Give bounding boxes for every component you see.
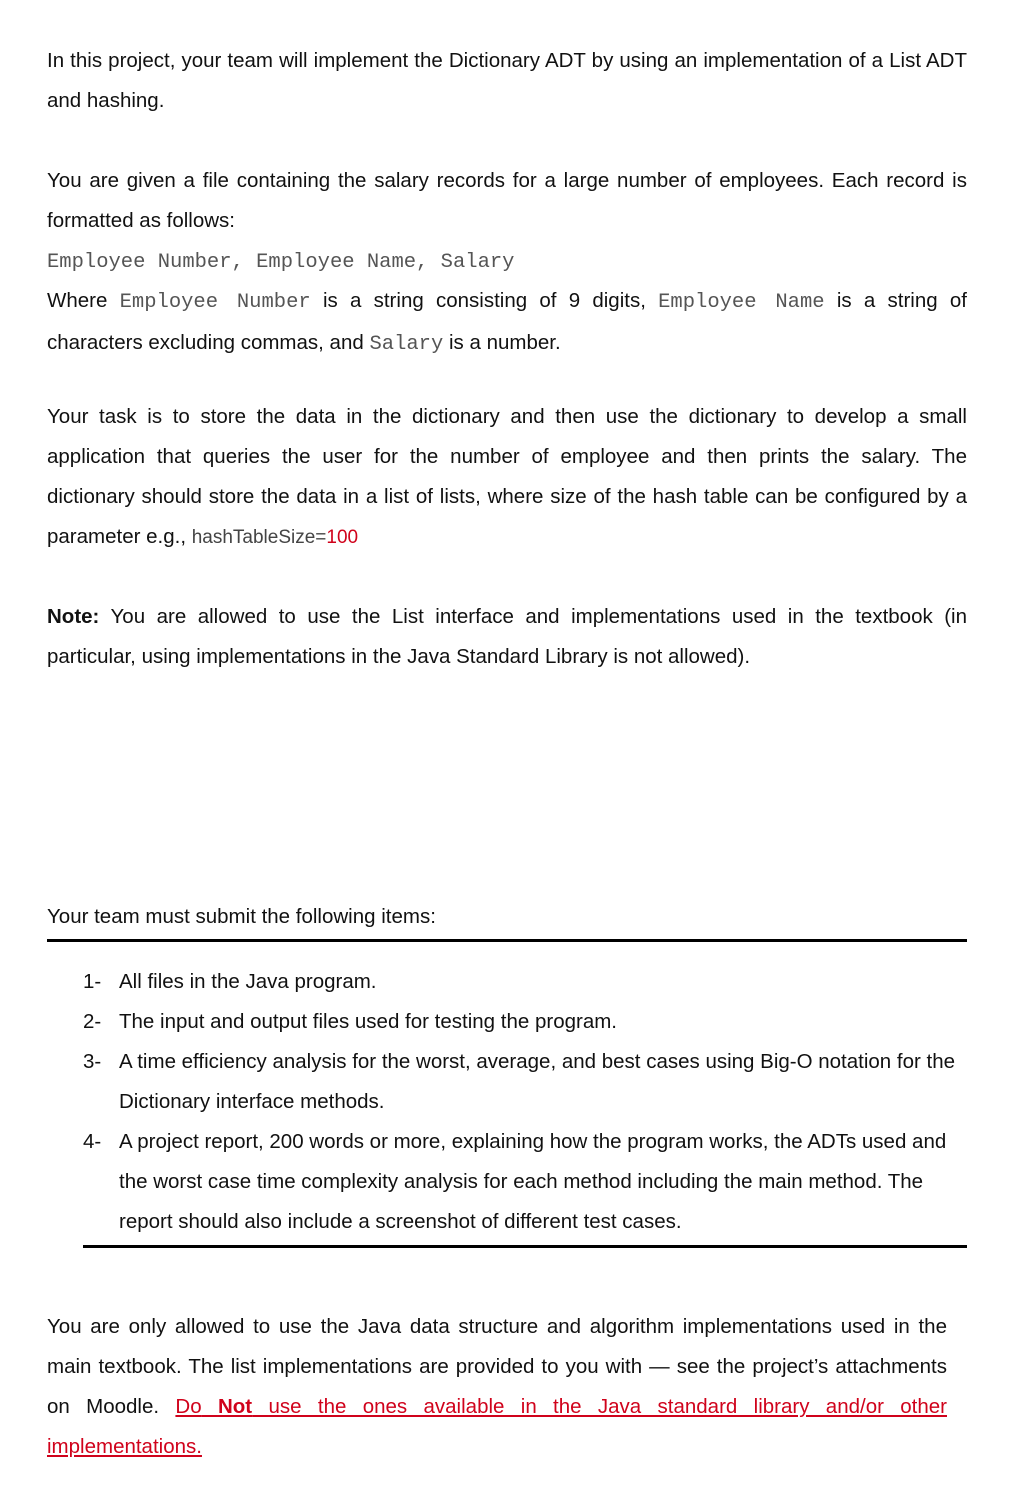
list-item-number: 1- (83, 970, 102, 993)
list-item (83, 1042, 967, 1122)
list-item-text: A project report, 200 words or more, explaining how the program works, the ADTs used and the worst case time complexity analysis for each method including the main method. The report should also include a screenshot of different test cases. (119, 1130, 947, 1233)
warning-rest: use the ones available in the Java standard library and/or other implementations. (47, 1395, 947, 1458)
where-label: Where (47, 289, 108, 312)
field-employee-number: Employee Number (119, 291, 311, 314)
name-description: is a string of characters excluding commas, and (47, 289, 967, 354)
top-divider (47, 939, 967, 942)
list-item-text: All files in the Java program. (119, 970, 377, 993)
hash-table-size-value: 100 (326, 527, 359, 548)
warning-not: Not (217, 1395, 253, 1418)
submission-list (83, 962, 967, 1242)
closing-text: You are only allowed to use the Java data structure and algorithm implementations used in the main textbook. The list implementations are provided to you with — see the project’s attachments on Moodle. (47, 1315, 947, 1418)
note-text: You are allowed to use the List interface and implementations used in the textbook (in particular, using implementations in the Java Standard Library is not allowed). (47, 605, 967, 668)
task-paragraph (47, 397, 967, 558)
list-item-number: 4- (83, 1130, 102, 1153)
list-item (83, 1122, 967, 1242)
file-format-lead: You are given a file containing the salary records for a large number of employees. Each record is formatted as follows: (47, 169, 967, 232)
field-employee-name: Employee Name (658, 291, 825, 314)
hash-table-size-param: hashTableSize= (191, 527, 327, 548)
intro-paragraph: In this project, your team will implement the Dictionary ADT by using an implementation of a List ADT and hashing. (47, 49, 967, 112)
note-label: Note: (47, 605, 100, 628)
task-text: Your task is to store the data in the dictionary and then use the dictionary to develop a small application that queries the user for the number of employee and then prints the salary. The dictionary should store the data in a list of lists, where size of the hash table can be configured by a parameter e.g., (47, 405, 967, 548)
submit-heading: Your team must submit the following items: (47, 905, 436, 928)
list-item-number: 2- (83, 1010, 102, 1033)
list-item-number: 3- (83, 1050, 102, 1073)
list-item-text: A time efficiency analysis for the worst, average, and best cases using Big-O notation for the Dictionary interface methods. (119, 1050, 956, 1113)
number-description: is a string consisting of 9 digits, (322, 289, 646, 312)
salary-description: is a number. (448, 331, 561, 354)
note-paragraph (47, 597, 967, 677)
list-item-text: The input and output files used for testing the program. (119, 1010, 617, 1033)
warning-do: Do (175, 1395, 202, 1418)
list-item (83, 962, 967, 1002)
closing-paragraph (47, 1307, 947, 1467)
record-format: Employee Number, Employee Name, Salary (47, 251, 515, 274)
field-salary: Salary (369, 333, 444, 356)
file-format-paragraph (47, 161, 967, 365)
warning-link-text[interactable] (47, 1395, 947, 1458)
list-item (83, 1002, 967, 1042)
bottom-divider (83, 1245, 967, 1248)
